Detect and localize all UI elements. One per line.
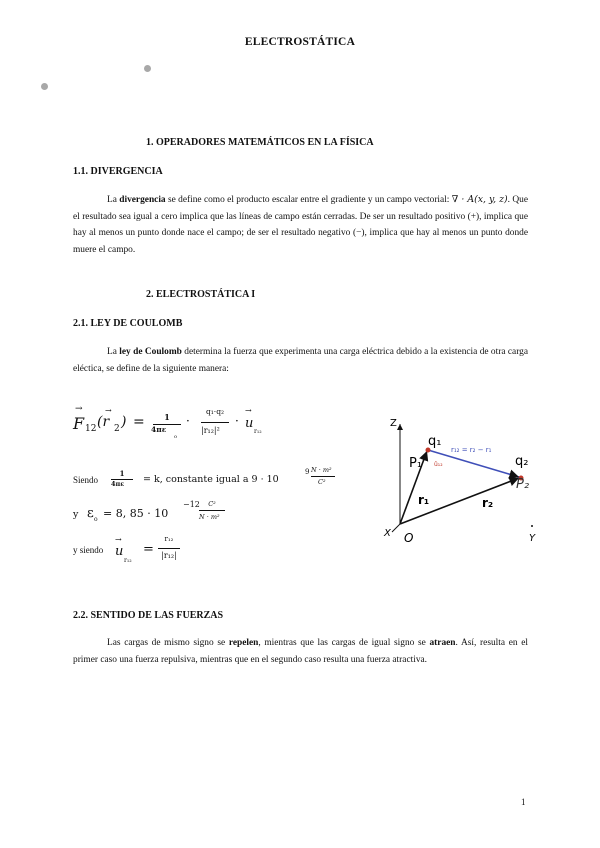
u12-label: û₁₂ bbox=[434, 461, 443, 468]
epsilon-definition: y ε o = 8, 85 · 10 −12 C² N · m² bbox=[73, 500, 353, 532]
term-repelen: repelen bbox=[228, 638, 259, 648]
coulomb-equation: → F 12 (r → 2 ) = 1 4πε o · q₁·q₂ |r₁₂|² · → u r₁₂ bbox=[73, 404, 262, 440]
force-symbol: F bbox=[73, 414, 85, 433]
axis-x-label: X bbox=[384, 528, 391, 539]
section-2-2-heading: 2.2. SENTIDO DE LAS FUERZAS bbox=[73, 610, 224, 621]
q2-label: q₂ bbox=[515, 454, 529, 469]
r1-label: r₁ bbox=[418, 493, 430, 507]
p2-label: P₂ bbox=[516, 477, 530, 492]
page-title: ELECTROSTÁTICA bbox=[244, 36, 356, 48]
r2-label: r₂ bbox=[482, 496, 494, 510]
unit-vector-definition: y siendo → u r₁₂ = r₁₂ |r₁₂| bbox=[73, 535, 273, 573]
term-ley-de-coulomb: ley de Coulomb bbox=[119, 347, 182, 357]
decorative-dot bbox=[144, 65, 151, 72]
q1-label: q₁ bbox=[428, 434, 442, 449]
forces-paragraph: Las cargas de mismo signo se repelen, mientras que las cargas de igual signo se atraen. Así, resulta en el primer caso una fuerza repulsiva, mientras que en el segundo caso resulta una fuerza atractiva. bbox=[73, 638, 528, 665]
page-number: 1 bbox=[521, 797, 526, 807]
x-axis bbox=[392, 524, 400, 532]
divergence-expression: ∇ · A(x, y, z) bbox=[451, 194, 508, 205]
y-axis bbox=[531, 525, 533, 527]
origin-label: O bbox=[404, 531, 414, 545]
term-divergencia: divergencia bbox=[119, 195, 166, 205]
constant-k-definition: Siendo 1 4πε = k, constante igual a 9 · 10 9 N · m² C² bbox=[73, 466, 353, 498]
section-1-1-heading: 1.1. DIVERGENCIA bbox=[73, 166, 163, 177]
section-2-1-heading: 2.1. LEY DE COULOMB bbox=[73, 318, 183, 329]
r12-label: r₁₂ = r₂ − r₁ bbox=[451, 446, 492, 454]
coulomb-diagram bbox=[378, 408, 558, 548]
axis-z-label: Z bbox=[390, 418, 397, 429]
section-2-heading: 2. ELECTROSTÁTICA I bbox=[146, 289, 256, 300]
term-atraen: atraen bbox=[429, 638, 456, 648]
coulomb-paragraph: La ley de Coulomb determina la fuerza que experimenta una carga eléctrica debido a la existencia de otra carga eléctica, se define de la siguiente manera: bbox=[73, 347, 529, 374]
axis-y-label: Y bbox=[529, 533, 536, 544]
divergence-paragraph: La divergencia se define como el producto escalar entre el gradiente y un campo vectorial: ∇ · A(x, y, z). Que el resultado sea igual a cero implica que las líneas de campo están cerradas. De ser un resultado positivo (+), implica que hay al menos un punto donde nace el campo; de ser el resultado negativo (−), implica que hay al menos un punto donde muere el campo. bbox=[73, 194, 529, 255]
p1-label: P₁ bbox=[409, 456, 423, 471]
decorative-dot bbox=[41, 83, 48, 90]
section-1-heading: 1. OPERADORES MATEMÁTICOS EN LA FÍSICA bbox=[146, 137, 374, 148]
